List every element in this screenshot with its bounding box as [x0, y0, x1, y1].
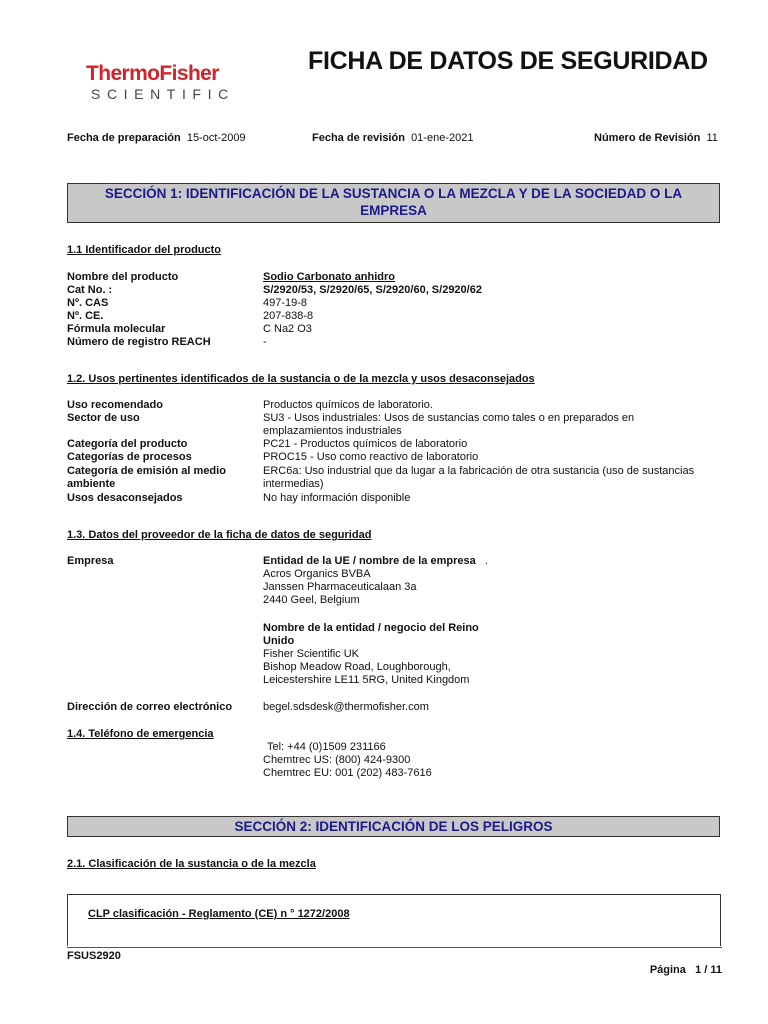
- preparation-date-value: 15-oct-2009: [186, 132, 246, 144]
- subsection-2-1: 2.1. Clasificación de la sustancia o de la mezcla: [67, 858, 316, 870]
- uses-advised-against-value: No hay información disponible: [263, 492, 411, 504]
- eu-address-line: Janssen Pharmaceuticalaan 3a: [263, 581, 417, 593]
- formula-value: C Na2 O3: [263, 323, 312, 335]
- revision-date: [312, 132, 473, 145]
- company-label: Empresa: [67, 555, 114, 567]
- uk-entity: [263, 622, 723, 687]
- subsection-1-4: 1.4. Teléfono de emergencia: [67, 728, 214, 740]
- uk-address-line: Bishop Meadow Road, Loughborough,: [263, 661, 451, 673]
- phone-line: Chemtrec EU: 001 (202) 483-7616: [263, 767, 432, 779]
- product-category-label: Categoría del producto: [67, 438, 188, 450]
- uk-entity-heading: Nombre de la entidad / negocio del Reino: [263, 622, 479, 634]
- logo-subtitle: SCIENTIFIC: [91, 86, 235, 102]
- page-value: 1 / 11: [695, 964, 722, 976]
- revision-date-value: 01-ene-2021: [411, 132, 474, 144]
- revision-number: [594, 132, 718, 145]
- revision-date-label: Fecha de revisión: [312, 132, 405, 144]
- section-2-title: SECCIÓN 2: IDENTIFICACIÓN DE LOS PELIGROS: [67, 816, 720, 837]
- emission-category-label: Categoría de emisión al medio ambiente: [67, 465, 226, 490]
- uk-address-line: Leicestershire LE11 5RG, United Kingdom: [263, 674, 470, 686]
- use-recommended-value: Productos químicos de laboratorio.: [263, 399, 433, 411]
- revision-number-label: Número de Revisión: [594, 132, 701, 144]
- footer-code: FSUS2920: [67, 950, 121, 962]
- reach-label: Número de registro REACH: [67, 336, 211, 348]
- email-value[interactable]: begel.sdsdesk@thermofisher.com: [263, 701, 429, 713]
- eu-entity-heading: Entidad de la UE / nombre de la empresa: [263, 555, 476, 567]
- document-title: FICHA DE DATOS DE SEGURIDAD: [308, 47, 708, 75]
- product-name-value: Sodio Carbonato anhidro: [263, 271, 395, 283]
- eu-entity: [263, 555, 723, 607]
- formula-label: Fórmula molecular: [67, 323, 166, 335]
- clp-classification: CLP clasificación - Reglamento (CE) n ° 1272/2008: [88, 908, 350, 920]
- uk-entity-heading-cont: Unido: [263, 635, 295, 647]
- subsection-1-3: 1.3. Datos del proveedor de la ficha de datos de seguridad: [67, 529, 372, 541]
- preparation-date-label: Fecha de preparación: [67, 132, 181, 144]
- preparation-date: [67, 132, 246, 145]
- ce-label: Nº. CE.: [67, 310, 104, 322]
- revision-number-value: 11: [706, 132, 718, 144]
- reach-value: -: [263, 336, 267, 348]
- logo-brand: ThermoFisher: [86, 62, 219, 85]
- cat-no-value: S/2920/53, S/2920/65, S/2920/60, S/2920/62: [263, 284, 482, 296]
- product-name-label: Nombre del producto: [67, 271, 179, 283]
- use-sector-value: SU3 - Usos industriales: Usos de sustancias como tales o en preparados en emplazamientos industriales: [263, 412, 635, 437]
- use-sector-label: Sector de uso: [67, 412, 140, 424]
- cas-value: 497-19-8: [263, 297, 308, 309]
- eu-address-line: Acros Organics BVBA: [263, 568, 371, 580]
- subsection-1-2: 1.2. Usos pertinentes identificados de la sustancia o de la mezcla y usos desaconsejados: [67, 373, 535, 385]
- footer-divider: [67, 947, 722, 948]
- phone-line: Chemtrec US: (800) 424-9300: [263, 754, 411, 766]
- page-number: [640, 964, 722, 977]
- eu-entity-dot: .: [484, 555, 488, 567]
- uk-address-line: Fisher Scientific UK: [263, 648, 359, 660]
- eu-address-line: 2440 Geel, Belgium: [263, 594, 360, 606]
- product-category-value: PC21 - Productos químicos de laboratorio: [263, 438, 468, 450]
- subsection-1-1: 1.1 Identificador del producto: [67, 244, 222, 256]
- email-label: Dirección de correo electrónico: [67, 701, 233, 713]
- section-1-title: SECCIÓN 1: IDENTIFICACIÓN DE LA SUSTANCIA O LA MEZCLA Y DE LA SOCIEDAD O LA EMPRESA: [67, 183, 720, 223]
- uses-advised-against-label: Usos desaconsejados: [67, 492, 183, 504]
- cat-no-label: Cat No. :: [67, 284, 113, 296]
- process-category-label: Categorías de procesos: [67, 451, 192, 463]
- ce-value: 207-838-8: [263, 310, 314, 322]
- process-category-value: PROC15 - Uso como reactivo de laboratorio: [263, 451, 479, 463]
- emission-category-value: ERC6a: Uso industrial que da lugar a la fabricación de otra sustancia (uso de sustancias intermedias): [263, 465, 695, 490]
- page-label: Página: [649, 964, 686, 976]
- phone-line: Tel: +44 (0)1509 231166: [267, 741, 386, 753]
- cas-label: Nº. CAS: [67, 297, 109, 309]
- use-recommended-label: Uso recomendado: [67, 399, 163, 411]
